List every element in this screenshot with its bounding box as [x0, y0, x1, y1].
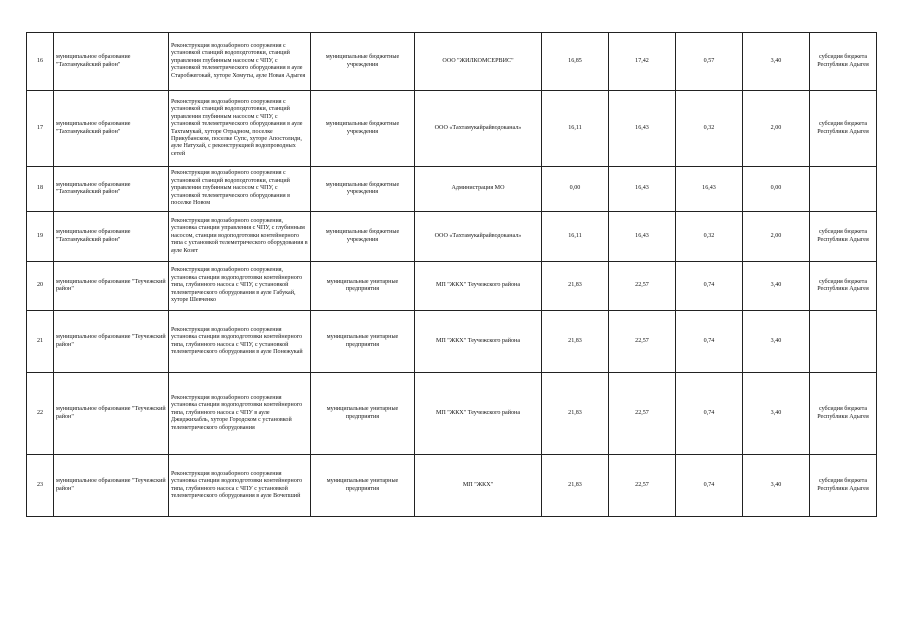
funding-source-cell: субсидия бюджета Республики Адыгея [810, 91, 877, 167]
value-cell-1: 16,11 [542, 91, 609, 167]
value-cell-4: 3,40 [743, 373, 810, 455]
organization-category-cell: муниципальные бюджетные учреждения [311, 33, 415, 91]
organization-cell: МП "ЖКХ" Теучежского района [415, 373, 542, 455]
row-number: 22 [27, 373, 54, 455]
value-cell-1: 21,83 [542, 455, 609, 517]
value-cell-2: 16,43 [609, 91, 676, 167]
object-description-cell: Реконструкция водозаборного сооружения установка станции водоподготовки контейнерного типа, глубинного насоса с ЧПУ с установкой телеметрического оборудования в ауле Вочепший [169, 455, 311, 517]
funding-source-cell: субсидия бюджета Республики Адыгея [810, 373, 877, 455]
organization-category-cell: муниципальные унитарные предприятия [311, 311, 415, 373]
table-row [27, 311, 877, 373]
object-description-cell: Реконструкция водозаборного сооружения с установкой станций водоподготовки, станций управления глубинным насосом с ЧПУ, с установкой телеметрического оборудования в ауле Тахтамукай, хуторе Отрадном, поселке Прикубанском, поселке Супс, хуторе Апостолиди, ауле Натухай, с реконструкцией водопроводных сетей [169, 91, 311, 167]
row-number: 23 [27, 455, 54, 517]
value-cell-1: 21,83 [542, 311, 609, 373]
value-cell-4: 3,40 [743, 262, 810, 311]
value-cell-3: 0,74 [676, 262, 743, 311]
organization-cell: ООО «Тахтамукайрайводоканал» [415, 91, 542, 167]
organization-cell: ООО "ЖИЛКОМСЕРВИС" [415, 33, 542, 91]
table-row [27, 167, 877, 212]
organization-category-cell: муниципальные унитарные предприятия [311, 373, 415, 455]
organization-cell: МП "ЖКХ" Теучежского района [415, 311, 542, 373]
organization-cell: Администрация МО [415, 167, 542, 212]
value-cell-2: 16,43 [609, 167, 676, 212]
value-cell-3: 0,74 [676, 455, 743, 517]
organization-cell: МП "ЖКХ" [415, 455, 542, 517]
value-cell-4: 3,40 [743, 311, 810, 373]
row-number: 16 [27, 33, 54, 91]
table-body [27, 33, 877, 517]
object-description-cell: Реконструкция водозаборного сооружения с установкой станций водоподготовки, станций управления глубинным насосом с ЧПУ, с установкой телеметрического оборудования в ауле Старобжегокай, хуторе Хомуты, ауле Новая Адыгея [169, 33, 311, 91]
value-cell-3: 0,32 [676, 91, 743, 167]
organization-category-cell: муниципальные унитарные предприятия [311, 262, 415, 311]
value-cell-2: 22,57 [609, 373, 676, 455]
funding-source-cell: субсидия бюджета Республики Адыгея [810, 262, 877, 311]
row-number: 20 [27, 262, 54, 311]
value-cell-4: 2,00 [743, 91, 810, 167]
organization-category-cell: муниципальные бюджетные учреждения [311, 91, 415, 167]
municipality-cell: муниципальное образование "Теучежский район" [54, 373, 169, 455]
value-cell-4: 2,00 [743, 212, 810, 262]
object-description-cell: Реконструкция водозаборного сооружения установка станции водоподготовки контейнерного типа, глубинного насоса с ЧПУ в ауле Джиджихабль, хуторе Городском с установкой телеметрического оборудования [169, 373, 311, 455]
table-row [27, 33, 877, 91]
value-cell-2: 22,57 [609, 262, 676, 311]
organization-cell: МП "ЖКХ" Теучежского района [415, 262, 542, 311]
municipality-cell: муниципальное образование "Тахтамукайский район" [54, 212, 169, 262]
value-cell-2: 22,57 [609, 455, 676, 517]
document-table [26, 32, 877, 517]
funding-source-cell: субсидия бюджета Республики Адыгея [810, 455, 877, 517]
value-cell-3: 0,74 [676, 311, 743, 373]
table-row [27, 262, 877, 311]
funding-source-cell [810, 311, 877, 373]
funding-source-cell: субсидия бюджета Республики Адыгея [810, 212, 877, 262]
value-cell-1: 21,83 [542, 262, 609, 311]
organization-category-cell: муниципальные унитарные предприятия [311, 455, 415, 517]
row-number: 21 [27, 311, 54, 373]
value-cell-2: 16,43 [609, 212, 676, 262]
municipality-cell: муниципальное образование "Тахтамукайский район" [54, 33, 169, 91]
value-cell-3: 16,43 [676, 167, 743, 212]
table-row [27, 212, 877, 262]
table-row [27, 373, 877, 455]
row-number: 19 [27, 212, 54, 262]
value-cell-4: 3,40 [743, 455, 810, 517]
value-cell-4: 0,00 [743, 167, 810, 212]
object-description-cell: Реконструкция водозаборного сооружения, установка станции управления с ЧПУ, с глубинным насосом, станции водоподготовки контейнерного типа с установкой телеметрического оборудования в ауле Козет [169, 212, 311, 262]
object-description-cell: Реконструкция водозаборного сооружения установка станции водоподготовки контейнерного типа, глубинного насоса с ЧПУ, с установкой телеметрического оборудования в ауле Понежукай [169, 311, 311, 373]
value-cell-1: 16,11 [542, 212, 609, 262]
funding-source-cell: субсидия бюджета Республики Адыгея [810, 33, 877, 91]
object-description-cell: Реконструкция водозаборного сооружения, установка станции водоподготовки контейнерного типа, глубинного насоса с ЧПУ, с установкой телеметрического оборудования в ауле Габукай, хуторе Шевченко [169, 262, 311, 311]
municipality-cell: муниципальное образование "Теучежский район" [54, 311, 169, 373]
value-cell-2: 22,57 [609, 311, 676, 373]
municipality-cell: муниципальное образование "Теучежский район" [54, 455, 169, 517]
value-cell-3: 0,74 [676, 373, 743, 455]
organization-category-cell: муниципальные бюджетные учреждения [311, 212, 415, 262]
row-number: 18 [27, 167, 54, 212]
municipality-cell: муниципальное образование "Тахтамукайский район" [54, 91, 169, 167]
municipality-cell: муниципальное образование "Тахтамукайский район" [54, 167, 169, 212]
organization-category-cell: муниципальные бюджетные учреждения [311, 167, 415, 212]
table-row [27, 91, 877, 167]
object-description-cell: Реконструкция водозаборного сооружения с установкой станций водоподготовки, станций управления глубинным насосом с ЧПУ, с установкой телеметрического оборудования в поселке Новом [169, 167, 311, 212]
value-cell-4: 3,40 [743, 33, 810, 91]
value-cell-3: 0,57 [676, 33, 743, 91]
value-cell-1: 21,83 [542, 373, 609, 455]
table-row [27, 455, 877, 517]
value-cell-1: 0,00 [542, 167, 609, 212]
funding-source-cell [810, 167, 877, 212]
organization-cell: ООО «Тахтамукайрайводоканал» [415, 212, 542, 262]
value-cell-3: 0,32 [676, 212, 743, 262]
value-cell-2: 17,42 [609, 33, 676, 91]
municipality-cell: муниципальное образование "Теучежский район" [54, 262, 169, 311]
row-number: 17 [27, 91, 54, 167]
value-cell-1: 16,85 [542, 33, 609, 91]
